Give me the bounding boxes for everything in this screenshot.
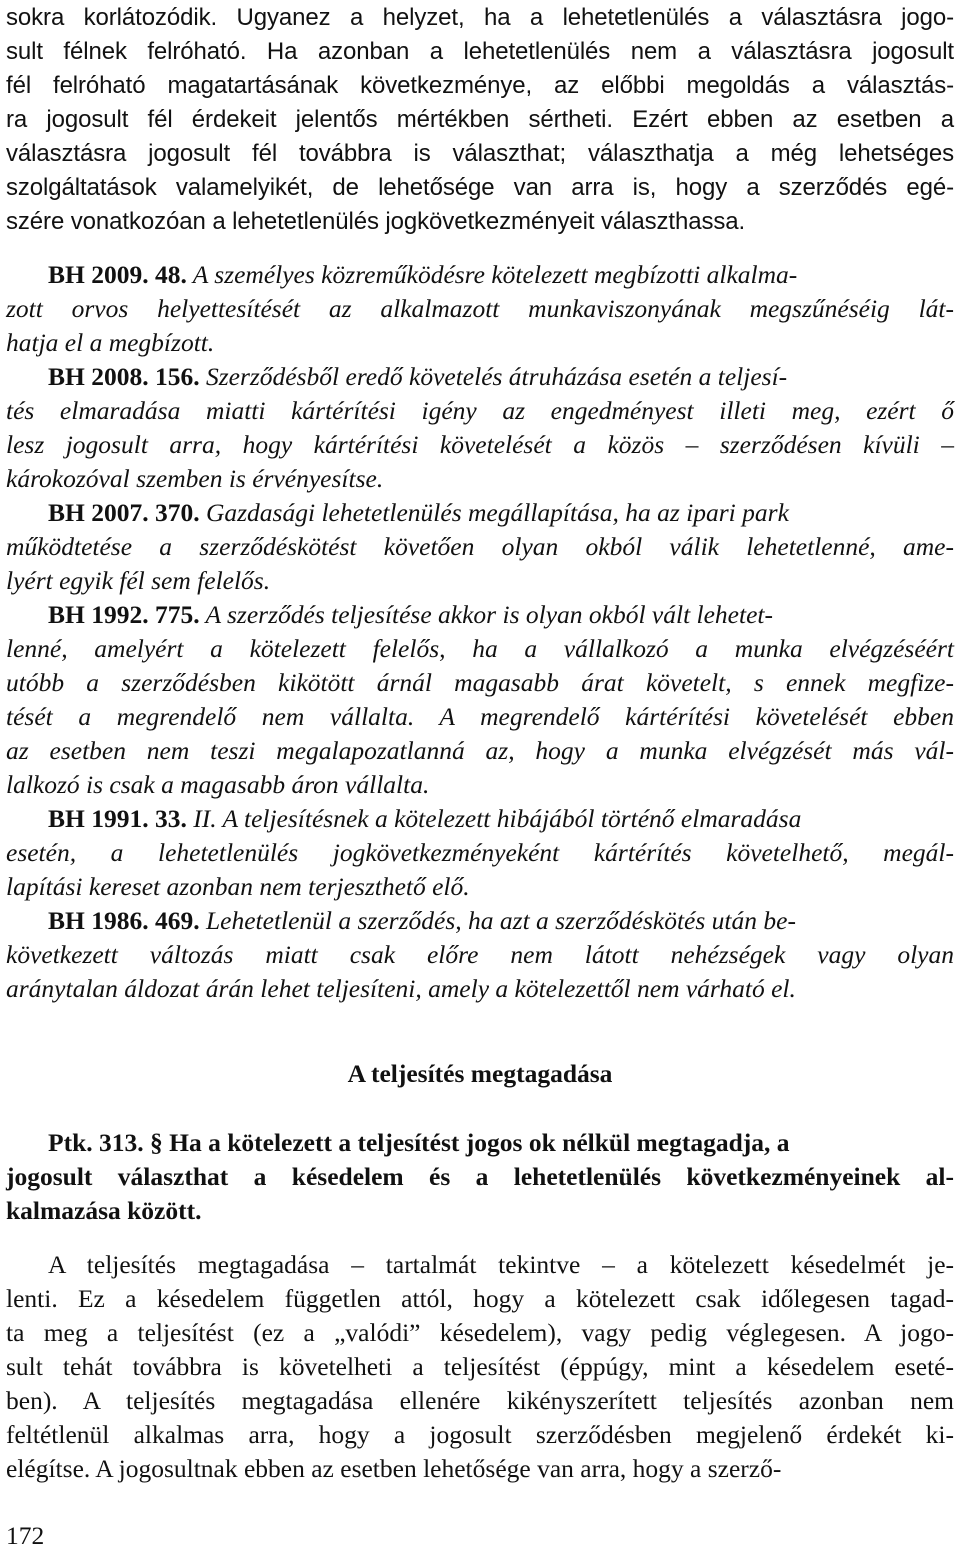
text-line: elégítse. A jogosultnak ebben az esetben lehetősége van arra, hogy a szerző- <box>6 1454 782 1483</box>
case-summary: zott orvos helyettesítését az alkalmazott munkaviszonyának megszűnéséig lát- <box>6 294 954 323</box>
text-line: ben). A teljesítés megtagadása ellenére kikényszerített teljesítés azonban nem <box>6 1386 954 1415</box>
case-reference: BH 1992. 775. <box>48 600 200 629</box>
section-heading: A teljesítés megtagadása <box>347 1059 613 1088</box>
text-line: ta meg a teljesítést (ez a „valódi” késedelem), vagy pedig véglegesen. A jogo- <box>6 1318 954 1347</box>
case-summary: következett változás miatt csak előre nem látott nehézségek vagy olyan <box>6 940 954 969</box>
case-summary: II. A teljesítésnek a kötelezett hibájából történő elmaradása <box>186 804 802 833</box>
case-summary: lyért egyik fél sem felelős. <box>6 566 271 595</box>
text-line: fél felróható magatartásának következménye, az előbbi megoldás a választás- <box>6 72 954 99</box>
page-number: 172 <box>6 1521 45 1550</box>
statute-line: jogosult választhat a késedelem és a lehetetlenülés következményeinek al- <box>6 1162 954 1191</box>
statute-line <box>48 1127 954 1159</box>
text-line: szére vonatkozóan a lehetetlenülés jogkövetkezményeit választhassa. <box>6 208 746 235</box>
statute-line: kalmazása között. <box>6 1196 202 1225</box>
case-reference: BH 2007. 370. <box>48 498 200 527</box>
case-summary: tését a megrendelő nem vállalta. A megrendelő kártérítési követelését ebben <box>6 702 954 731</box>
case-summary: Lehetetlenül a szerződés, ha azt a szerződéskötés után be- <box>199 906 796 935</box>
text-line: lenti. Ez a késedelem független attól, hogy a kötelezett csak időlegesen tagad- <box>6 1284 954 1313</box>
case-summary: hatja el a megbízott. <box>6 328 215 357</box>
case-summary: károkozóval szemben is érvényesítse. <box>6 464 384 493</box>
text-line: sokra korlátozódik. Ugyanez a helyzet, ha a lehetetlenülés a választásra jogo- <box>6 4 954 31</box>
text-line: sult tehát továbbra is követelheti a teljesítést (éppúgy, mint a késedelem eseté- <box>6 1352 954 1381</box>
case-summary: utóbb a szerződésben kikötött árnál magasabb árat követelt, s ennek megfize- <box>6 668 954 697</box>
case-summary: esetén, a lehetetlenülés jogkövetkezményeként kártérítés követelhető, megál- <box>6 838 954 867</box>
case-summary: lenné, amelyért a kötelezett felelős, ha a vállalkozó a munka elvégzéséért <box>6 634 954 663</box>
case-entry <box>48 259 954 291</box>
case-summary: Gazdasági lehetetlenülés megállapítása, ha az ipari park <box>199 498 789 527</box>
case-summary: működtetése a szerződéskötést követően olyan okból válik lehetetlenné, ame- <box>6 532 954 561</box>
text-line: szolgáltatások valamelyikét, de lehetősége van arra is, hogy a szerződés egé- <box>6 174 954 201</box>
statute-text: § Ha a kötelezett a teljesítést jogos ok nélkül megtagadja, a <box>143 1128 790 1157</box>
case-summary: az esetben nem teszi megalapozatlanná az, hogy a munka elvégzését más vál- <box>6 736 954 765</box>
case-summary: Szerződésből eredő követelés átruházása esetén a teljesí- <box>199 362 788 391</box>
case-reference: BH 1986. 469. <box>48 906 200 935</box>
case-entry <box>48 599 954 631</box>
case-summary: A személyes közreműködésre kötelezett megbízotti alkalma- <box>186 260 798 289</box>
case-entry <box>48 803 954 835</box>
case-entry <box>48 905 954 937</box>
statute-reference: Ptk. 313. <box>48 1128 144 1157</box>
case-entry <box>48 497 954 529</box>
case-summary: lesz jogosult arra, hogy kártérítési követelését a közös – szerződésen kívüli – <box>6 430 954 459</box>
case-reference: BH 1991. 33. <box>48 804 187 833</box>
case-summary: A szerződés teljesítése akkor is olyan okból vált lehetet- <box>199 600 773 629</box>
case-summary: lapítási kereset azonban nem terjeszthető elő. <box>6 872 470 901</box>
case-summary: lalkozó is csak a magasabb áron vállalta. <box>6 770 430 799</box>
text-line: feltétlenül alkalmas arra, hogy a jogosult szerződésben megjelenő érdekét ki- <box>6 1420 954 1449</box>
case-entry <box>48 361 954 393</box>
case-summary: tés elmaradása miatti kártérítési igény az engedményest illeti meg, ezért ő <box>6 396 954 425</box>
case-reference: BH 2009. 48. <box>48 260 187 289</box>
text-line: A teljesítés megtagadása – tartalmát tekintve – a kötelezett késedelmét je- <box>48 1250 954 1279</box>
case-summary: aránytalan áldozat árán lehet teljesíteni, amely a kötelezettől nem várható el. <box>6 974 796 1003</box>
text-line: ra jogosult fél érdekeit jelentős mértékben sértheti. Ezért ebben az esetben a <box>6 106 954 133</box>
case-reference: BH 2008. 156. <box>48 362 200 391</box>
text-line: sult félnek felróható. Ha azonban a lehetetlenülés nem a választásra jogosult <box>6 38 954 65</box>
text-line: választásra jogosult fél továbbra is választhat; választhatja a még lehetséges <box>6 140 954 167</box>
